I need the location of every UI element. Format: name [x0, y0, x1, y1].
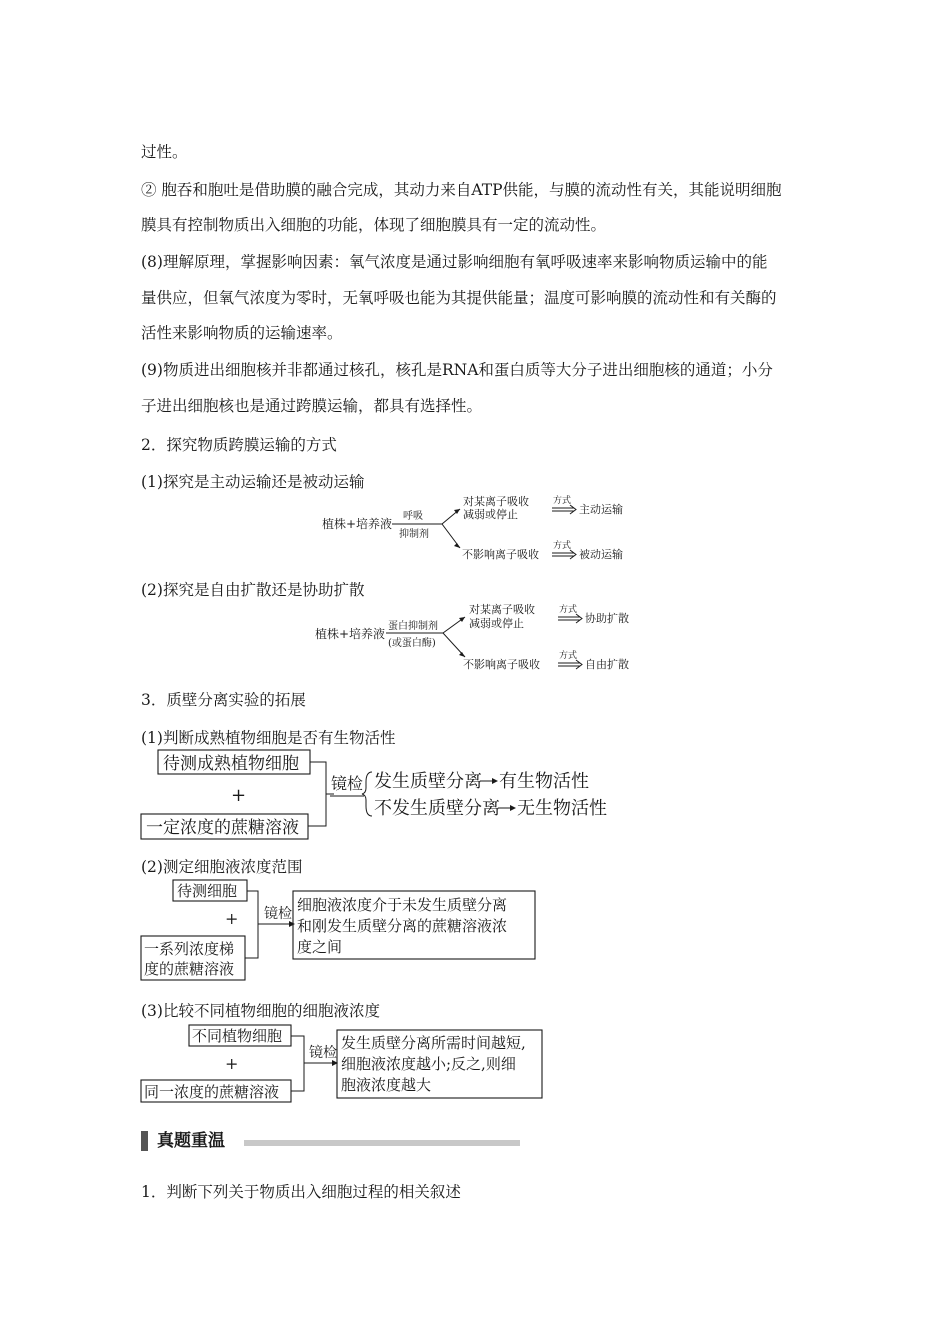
- result-a: 协助扩散: [585, 612, 629, 625]
- result-line3: 度之间: [297, 938, 343, 956]
- start-label: 植株+培养液: [322, 517, 393, 531]
- box-test-cell-label: 待测细胞: [177, 882, 238, 900]
- result-line1: 细胞液浓度介于未发生质壁分离: [297, 896, 508, 914]
- question-1: 1．判断下列关于物质出入细胞过程的相关叙述: [141, 1183, 461, 1201]
- section-title: 真题重温: [157, 1131, 225, 1151]
- branch-b-label: 不影响离子吸收: [463, 658, 540, 671]
- branch-b-label: 不影响离子吸收: [462, 548, 539, 561]
- branch-a-line2: 减弱或停止: [463, 508, 518, 521]
- plus-sign: +: [231, 785, 247, 806]
- method-label-a: 方式: [553, 496, 572, 506]
- paragraph-line: 活性来影响物质的运输速率。: [141, 324, 343, 342]
- section-rule: [244, 1140, 520, 1146]
- paragraph-line: ② 胞吞和胞吐是借助膜的融合完成，其动力来自ATP供能，与膜的流动性有关，其能说明细胞: [141, 181, 782, 199]
- box-sucrose-line1: 一系列浓度梯: [144, 940, 235, 958]
- result-line1: 发生质壁分离所需时间越短,: [341, 1034, 526, 1052]
- box-sucrose-line2: 度的蔗糖溶液: [144, 960, 235, 978]
- result-b: 无生物活性: [517, 798, 607, 819]
- arrow-top-label: 呼吸: [403, 511, 423, 522]
- result-line2: 和刚发生质壁分离的蔗糖溶液浓: [297, 917, 508, 935]
- result-line2: 细胞液浓度越小;反之,则细: [341, 1055, 516, 1073]
- branch-a-line1: 对某离子吸收: [463, 495, 529, 508]
- subheading-2-2: (2)探究是自由扩散还是协助扩散: [141, 581, 365, 599]
- method-label-a: 方式: [559, 605, 578, 615]
- paragraph-line: (9)物质进出细胞核并非都通过核孔，核孔是RNA和蛋白质等大分子进出细胞核的通道；小分: [141, 361, 773, 379]
- plus-sign: +: [225, 1054, 239, 1073]
- check-label: 镜检: [309, 1045, 337, 1061]
- method-label-b: 方式: [559, 651, 578, 661]
- outcome-a: 发生质壁分离: [374, 771, 482, 792]
- paragraph-line: (8)理解原理，掌握影响因素：氧气浓度是通过影响细胞有氧呼吸速率来影响物质运输中的能: [141, 253, 768, 271]
- method-label-b: 方式: [553, 541, 572, 551]
- heading-2: 2．探究物质跨膜运输的方式: [141, 436, 337, 454]
- result-a: 有生物活性: [499, 771, 589, 792]
- box-sucrose-label: 同一浓度的蔗糖溶液: [144, 1083, 280, 1101]
- subheading-3-1: (1)判断成熟植物细胞是否有生物活性: [141, 729, 396, 747]
- paragraph-line: 膜具有控制物质出入细胞的功能，体现了细胞膜具有一定的流动性。: [141, 216, 607, 234]
- result-line3: 胞液浓度越大: [341, 1076, 432, 1094]
- result-b: 自由扩散: [585, 658, 629, 671]
- subheading-2-1: (1)探究是主动运输还是被动运输: [141, 473, 365, 491]
- arrow-bottom-label: 抑制剂: [399, 529, 429, 540]
- paragraph-line: 量供应，但氧气浓度为零时，无氧呼吸也能为其提供能量；温度可影响膜的流动性和有关酶的: [141, 289, 777, 307]
- branch-a-line2: 减弱或停止: [469, 617, 524, 630]
- section-heading: [141, 1130, 521, 1152]
- paragraph-line: 子进出细胞核也是通过跨膜运输，都具有选择性。: [141, 397, 483, 415]
- box-sucrose-label: 一定浓度的蔗糖溶液: [146, 818, 299, 838]
- box-plant-cells-label: 不同植物细胞: [192, 1027, 283, 1045]
- subheading-3-2: (2)测定细胞液浓度范围: [141, 858, 303, 876]
- arrow-top-label: 蛋白抑制剂: [388, 621, 438, 632]
- check-label: 镜检: [264, 906, 292, 922]
- subheading-3-3: (3)比较不同植物细胞的细胞液浓度: [141, 1002, 380, 1020]
- branch-a-line1: 对某离子吸收: [469, 603, 535, 616]
- arrow-bottom-label: (或蛋白酶): [388, 638, 436, 649]
- paragraph-line: 过性。: [141, 143, 188, 161]
- result-a: 主动运输: [579, 503, 623, 516]
- result-b: 被动运输: [579, 548, 623, 561]
- heading-3: 3．质壁分离实验的拓展: [141, 691, 306, 709]
- start-label: 植株+培养液: [315, 627, 386, 641]
- plus-sign: +: [225, 909, 239, 928]
- check-label: 镜检: [331, 774, 364, 793]
- outcome-b: 不发生质壁分离: [374, 798, 500, 819]
- box-test-cell-label: 待测成熟植物细胞: [163, 754, 299, 774]
- section-bar-icon: [141, 1131, 148, 1151]
